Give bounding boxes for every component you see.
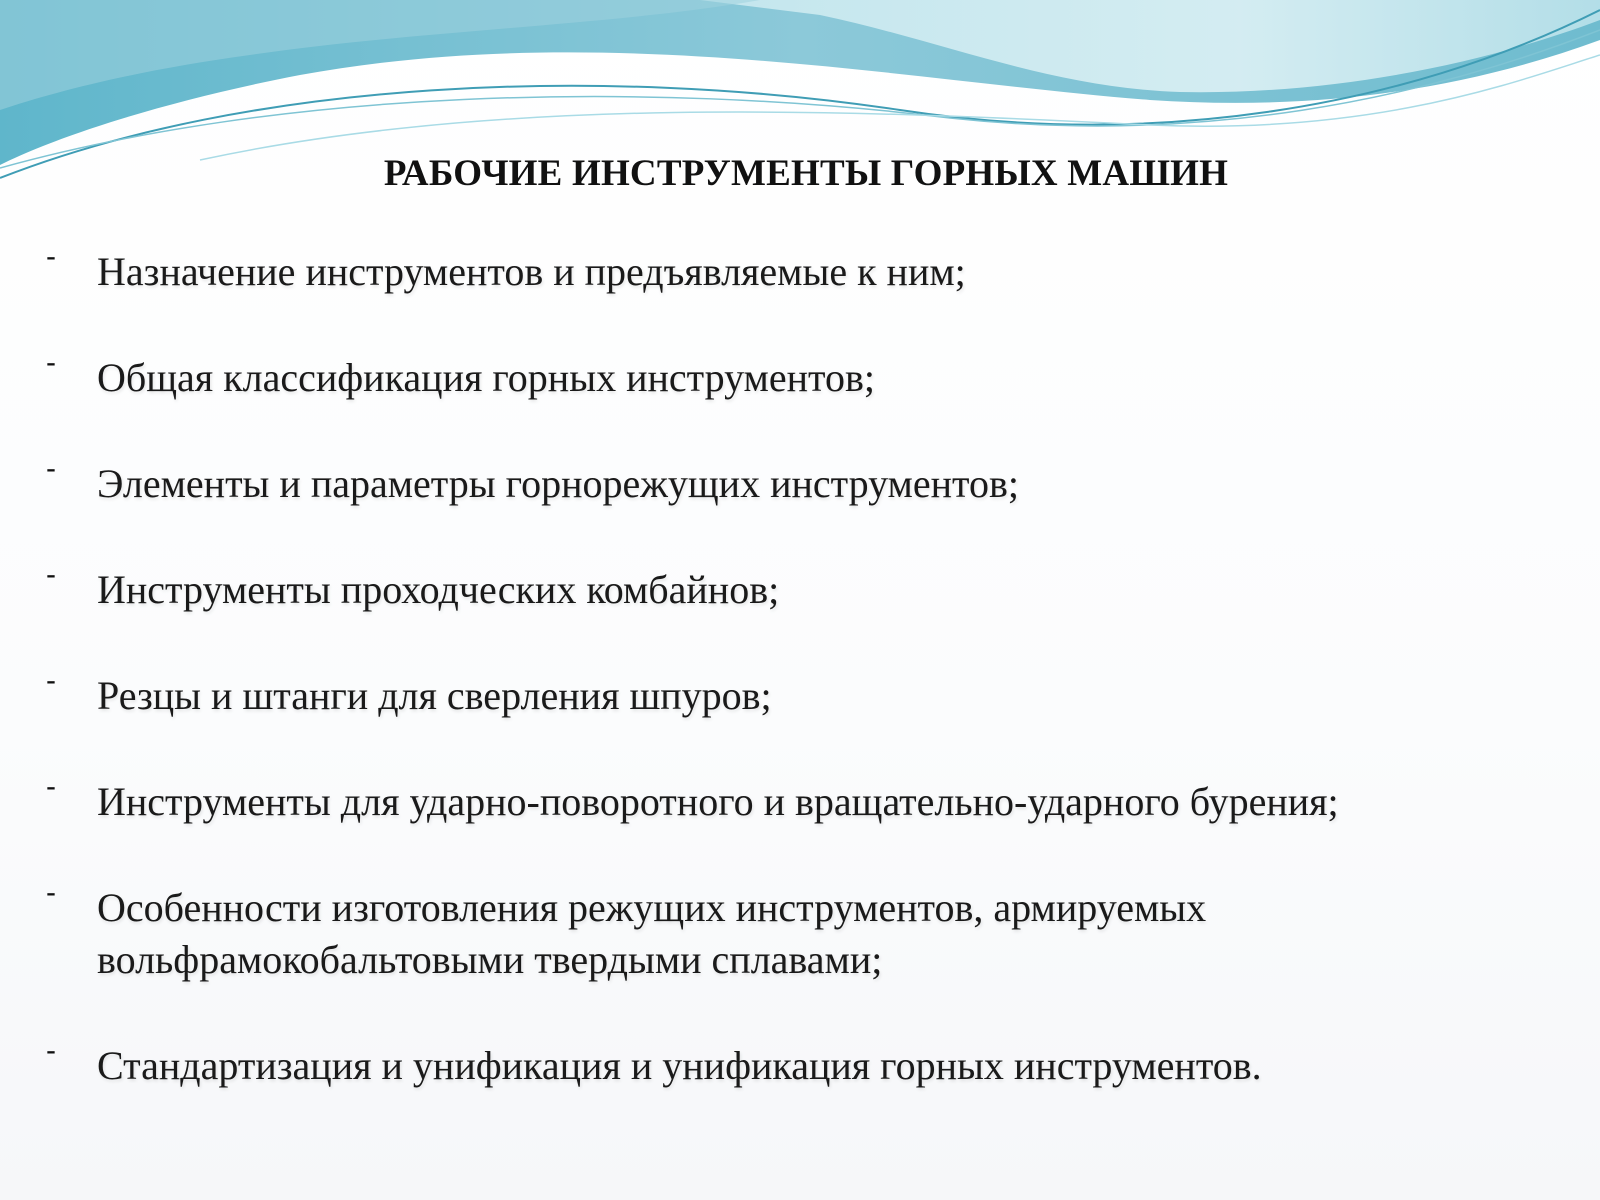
list-item-text: Особенности изготовления режущих инструментов, армируемых вольфрамокобальтовыми твердыми сплавами; <box>97 885 1207 982</box>
bullet-dash: - <box>46 240 56 273</box>
list-item-text: Назначение инструментов и предъявляемые к ним; <box>97 249 966 294</box>
list-item-text: Стандартизация и унификация и унификация горных инструментов. <box>97 1043 1262 1088</box>
bullet-dash: - <box>46 876 56 909</box>
bullet-dash: - <box>46 770 56 803</box>
slide-title: РАБОЧИЕ ИНСТРУМЕНТЫ ГОРНЫХ МАШИН <box>383 153 1229 194</box>
list-item-text: Инструменты проходческих комбайнов; <box>97 567 780 612</box>
bullet-dash: - <box>46 1034 56 1067</box>
bullet-dash: - <box>46 452 56 485</box>
list-item-text: Резцы и штанги для сверления шпуров; <box>97 673 772 718</box>
bullet-dash: - <box>46 558 56 591</box>
bullet-dash: - <box>46 346 56 379</box>
list-item-text: Общая классификация горных инструментов; <box>97 355 875 400</box>
list-item-text: Инструменты для ударно-поворотного и вращательно-ударного бурения; <box>97 779 1339 824</box>
list-item-text: Элементы и параметры горнорежущих инструментов; <box>97 461 1019 506</box>
bullet-dash: - <box>46 664 56 697</box>
